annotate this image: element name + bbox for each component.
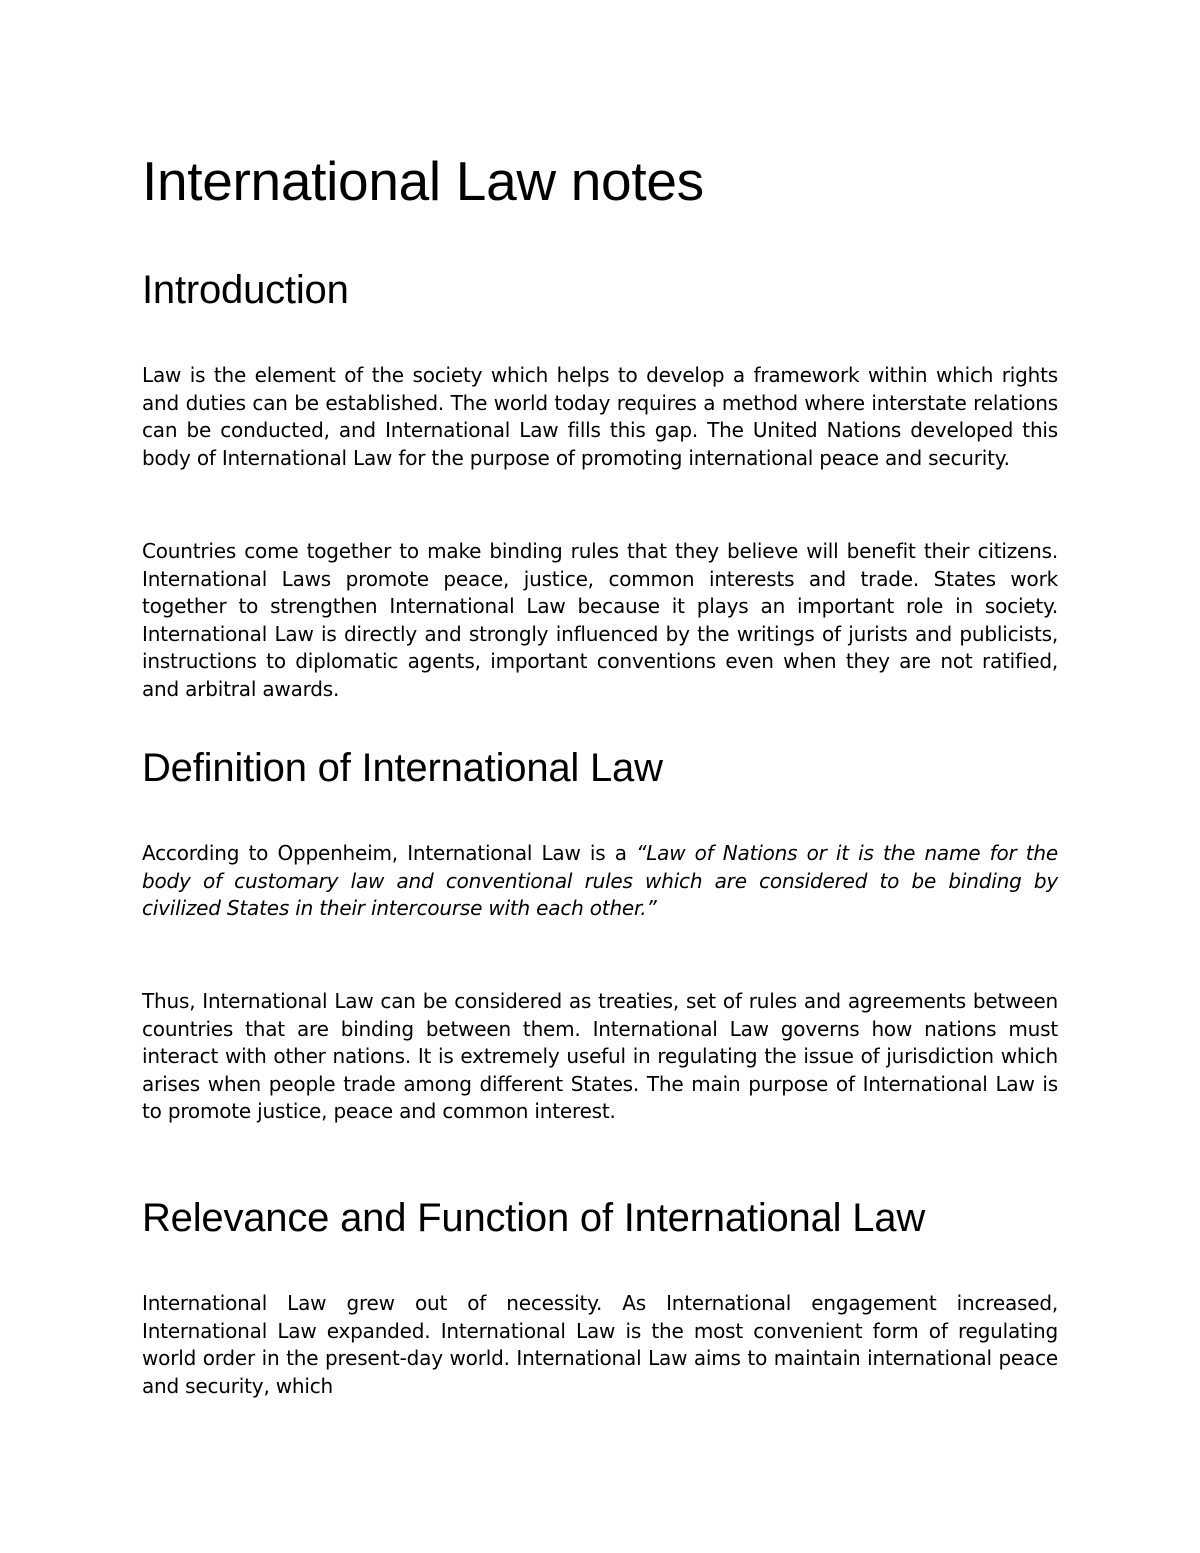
heading-relevance: Relevance and Function of International Law	[142, 1196, 926, 1240]
document-title: International Law notes	[142, 150, 704, 212]
intro-paragraph-2: Countries come together to make binding rules that they believe will benefit their citizens. International Laws promote peace, justice, common interests and trade. States work together to strengthen International Law because it plays an important role in society. International Law is directly and strongly influenced by the writings of jurists and publicists, instructions to diplomatic agents, important conventions even when they are not ratified, and arbitral awards.	[142, 539, 1058, 701]
relevance-paragraph: International Law grew out of necessity. As International engagement increased, International Law expanded. International Law is the most convenient form of regulating world order in the present-day world. International Law aims to maintain international peace and security, which	[142, 1291, 1058, 1398]
heading-introduction: Introduction	[142, 268, 349, 312]
oppenheim-quote: “Law of Nations or it is the name for the body of customary law and conventional rules which are considered to be binding by civilized States in their intercourse with each other.”	[142, 841, 1059, 921]
intro-paragraph-1: Law is the element of the society which helps to develop a framework within which rights and duties can be established. The world today requires a method where interstate relations can be conducted, and International Law fills this gap. The United Nations developed this body of International Law for the purpose of promoting international peace and security.	[142, 363, 1058, 470]
definition-quote-paragraph	[142, 840, 1058, 923]
definition-paragraph: Thus, International Law can be considered as treaties, set of rules and agreements between countries that are binding between them. International Law governs how nations must interact with other nations. It is extremely useful in regulating the issue of jurisdiction which arises when people trade among different States. The main purpose of International Law is to promote justice, peace and common interest.	[142, 989, 1058, 1124]
heading-definition: Definition of International Law	[142, 746, 663, 790]
quote-intro: According to Oppenheim, International Law is a	[142, 841, 637, 865]
